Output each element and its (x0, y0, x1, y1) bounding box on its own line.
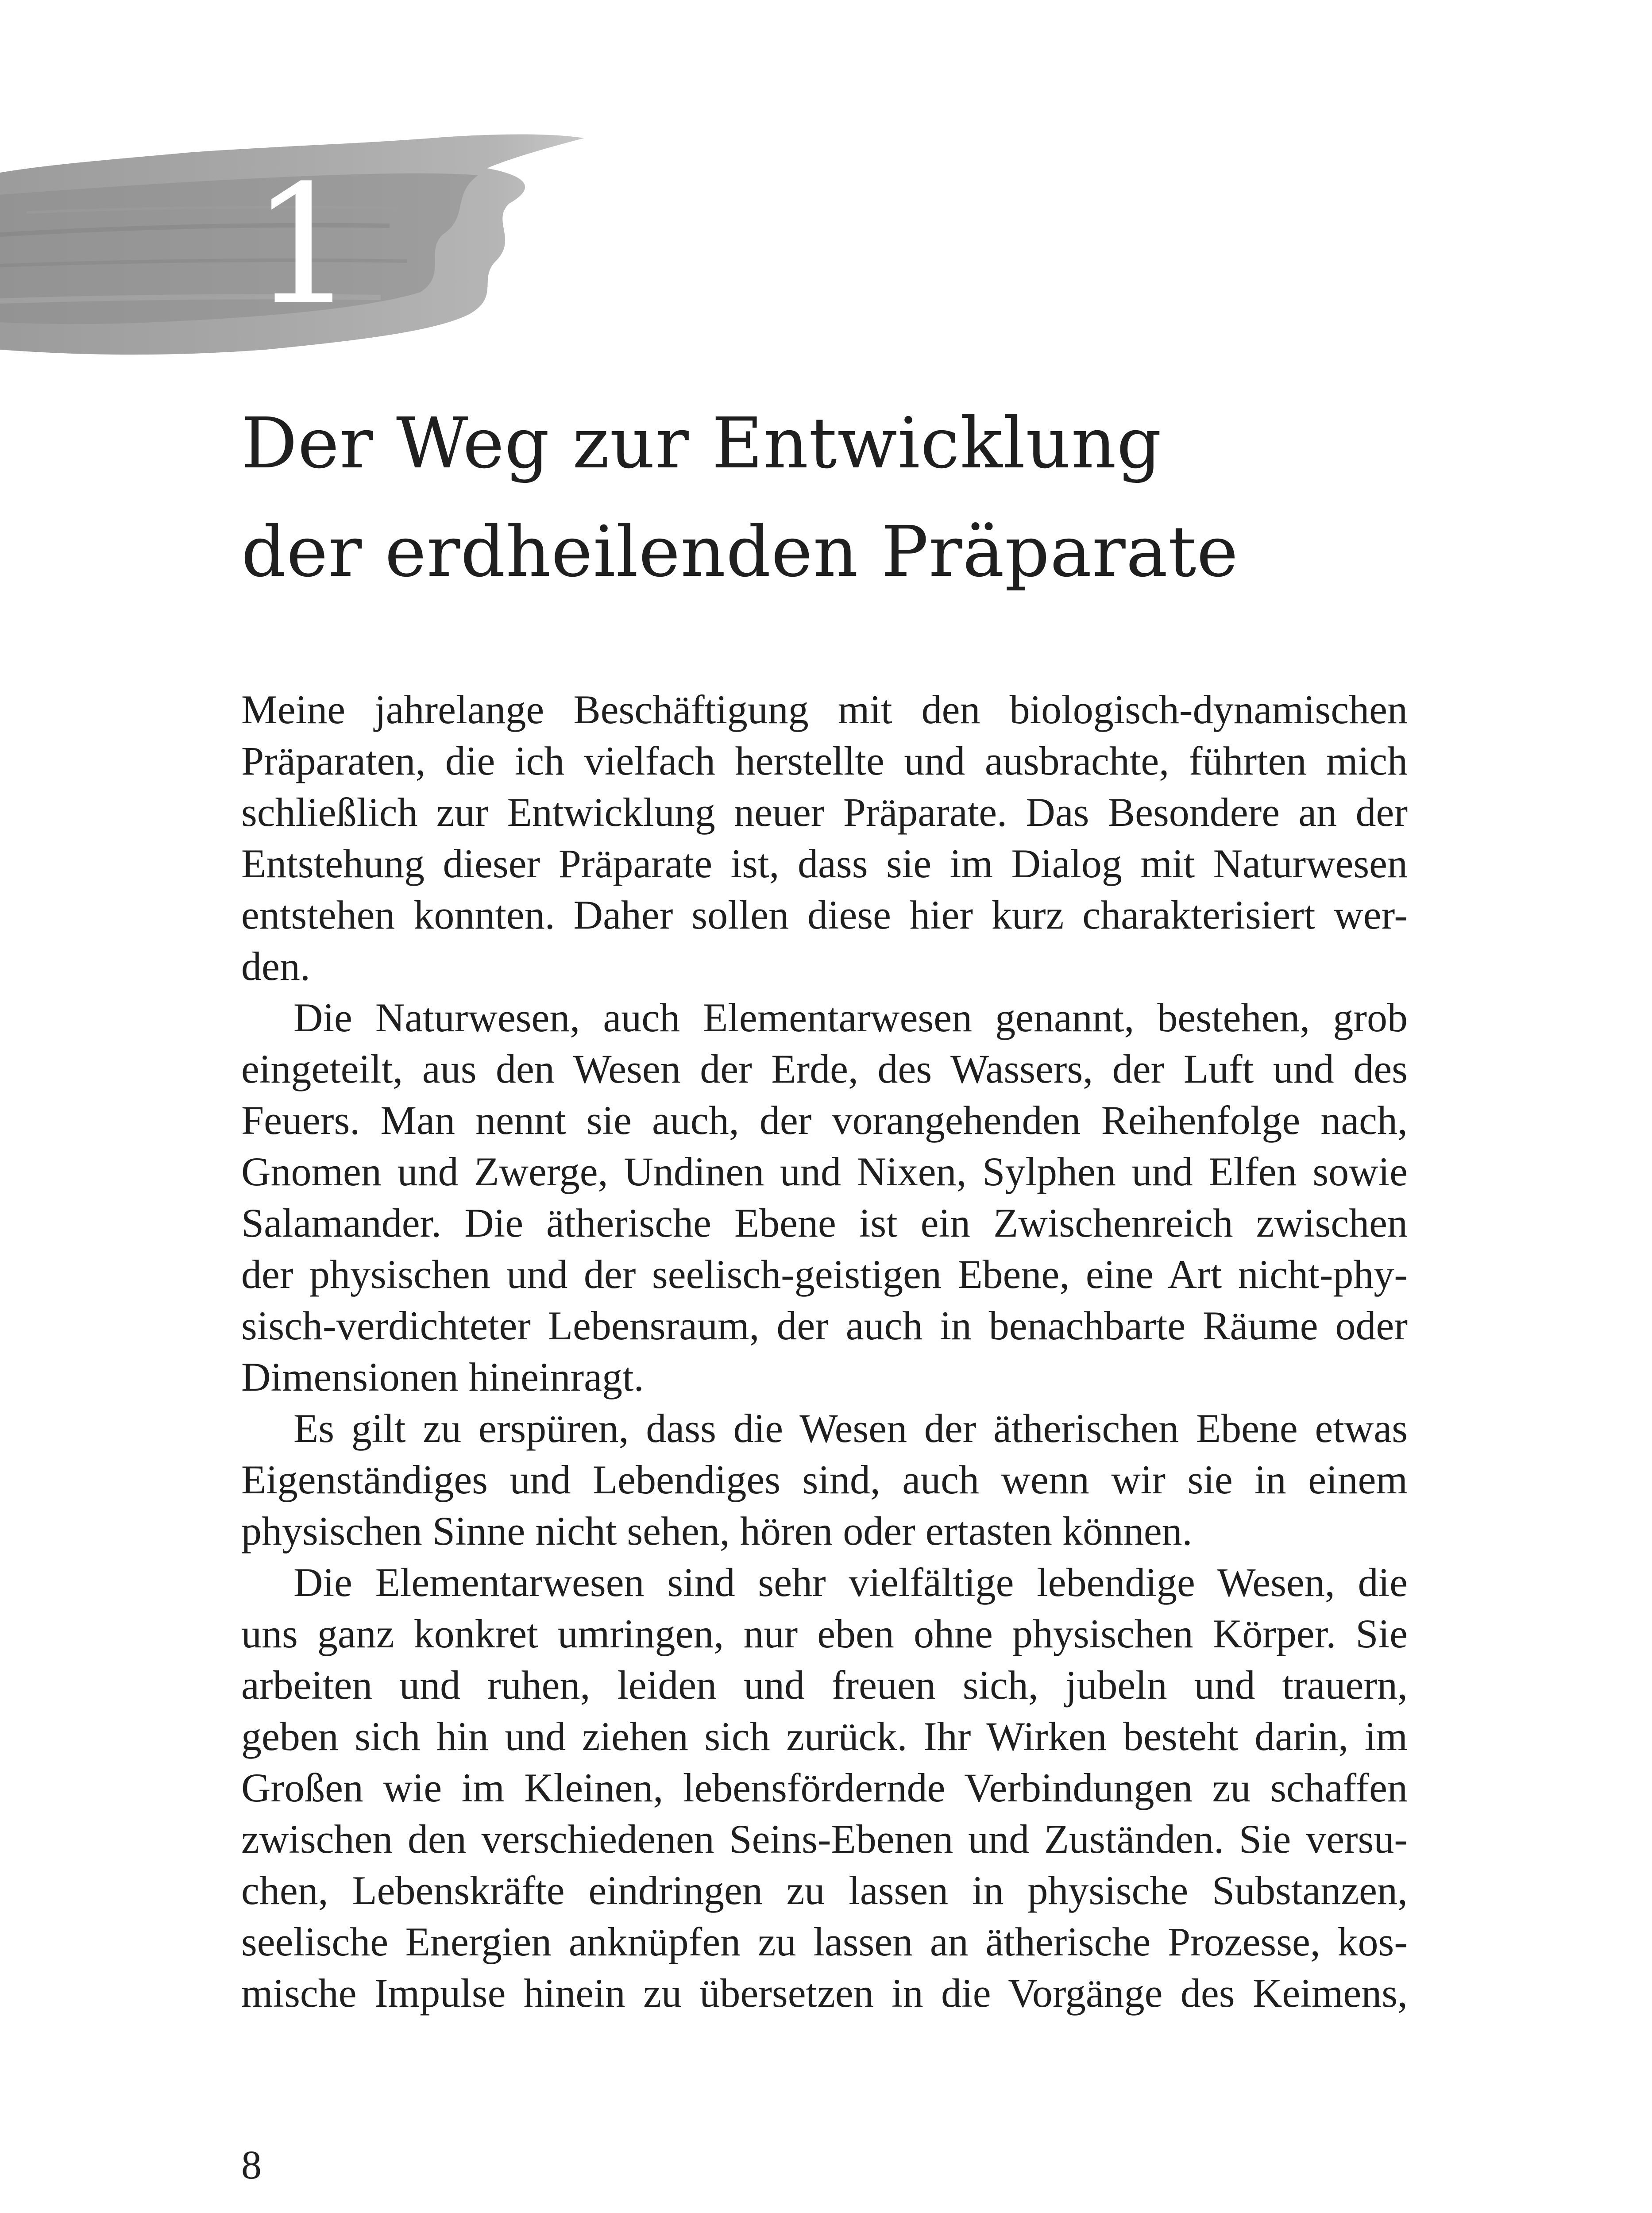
text-line: den. (241, 944, 310, 989)
chapter-title-line: Der Weg zur Entwicklung (241, 403, 1162, 484)
chapter-number: 1 (251, 150, 356, 341)
text-line: Die Naturwesen, auch Elementarwesen genannt, bestehen, grob (293, 995, 1408, 1040)
text-line: Entstehung dieser Präparate ist, dass sie im Dialog mit Naturwesen (241, 841, 1408, 886)
text-line: Dimensionen hineinragt. (241, 1354, 644, 1400)
text-line: Salamander. Die ätherische Ebene ist ein Zwischenreich zwischen (241, 1200, 1408, 1245)
chapter-title (241, 389, 1239, 606)
text-line: seelische Energien anknüpfen zu lassen an ätherische Prozesse, kos- (241, 1919, 1408, 1964)
text-line: eingeteilt, aus den Wesen der Erde, des Wassers, der Luft und des (241, 1046, 1408, 1091)
page-number: 8 (241, 2142, 262, 2187)
text-line: Eigenständiges und Lebendiges sind, auch wenn wir sie in einem (241, 1457, 1408, 1502)
paragraph (241, 1403, 1408, 1557)
text-line: zwischen den verschiedenen Seins-Ebenen und Zuständen. Sie versu- (241, 1816, 1408, 1862)
text-line: uns ganz konkret umringen, nur eben ohne physischen Körper. Sie (241, 1611, 1408, 1656)
paragraph (241, 992, 1408, 1403)
text-line: entstehen konnten. Daher sollen diese hier kurz charakterisiert wer- (241, 892, 1408, 937)
text-line: Gnomen und Zwerge, Undinen und Nixen, Sylphen und Elfen sowie (241, 1149, 1408, 1194)
text-line: arbeiten und ruhen, leiden und freuen sich, jubeln und trauern, (241, 1662, 1408, 1708)
text-line: der physischen und der seelisch-geistigen Ebene, eine Art nicht-phy- (241, 1252, 1408, 1297)
text-line: Feuers. Man nennt sie auch, der vorangehenden Reihenfolge nach, (241, 1098, 1408, 1143)
text-line: Die Elementarwesen sind sehr vielfältige lebendige Wesen, die (293, 1560, 1408, 1605)
chapter-title-line: der erdheilenden Präparate (241, 511, 1239, 593)
text-line: sisch-verdichteter Lebensraum, der auch in benachbarte Räume oder (241, 1303, 1408, 1348)
text-line: chen, Lebenskräfte eindringen zu lassen in physische Substanzen, (241, 1868, 1408, 1913)
paragraph (241, 1557, 1408, 2019)
text-line: physischen Sinne nicht sehen, hören oder ertasten können. (241, 1508, 1193, 1554)
body-text (241, 684, 1408, 2019)
text-line: mische Impulse hinein zu übersetzen in die Vorgänge des Keimens, (241, 1970, 1408, 2016)
text-line: geben sich hin und ziehen sich zurück. Ihr Wirken besteht darin, im (241, 1714, 1408, 1759)
paragraph (241, 684, 1408, 992)
text-line: Präparaten, die ich vielfach herstellte und ausbrachte, führten mich (241, 738, 1408, 783)
text-line: Großen wie im Kleinen, lebensfördernde Verbindungen zu schaffen (241, 1765, 1408, 1810)
text-line: schließlich zur Entwicklung neuer Präparate. Das Besondere an der (241, 790, 1408, 835)
text-line: Es gilt zu erspüren, dass die Wesen der ätherischen Ebene etwas (293, 1406, 1408, 1451)
text-line: Meine jahrelange Beschäftigung mit den biologisch-dynamischen (241, 687, 1408, 732)
